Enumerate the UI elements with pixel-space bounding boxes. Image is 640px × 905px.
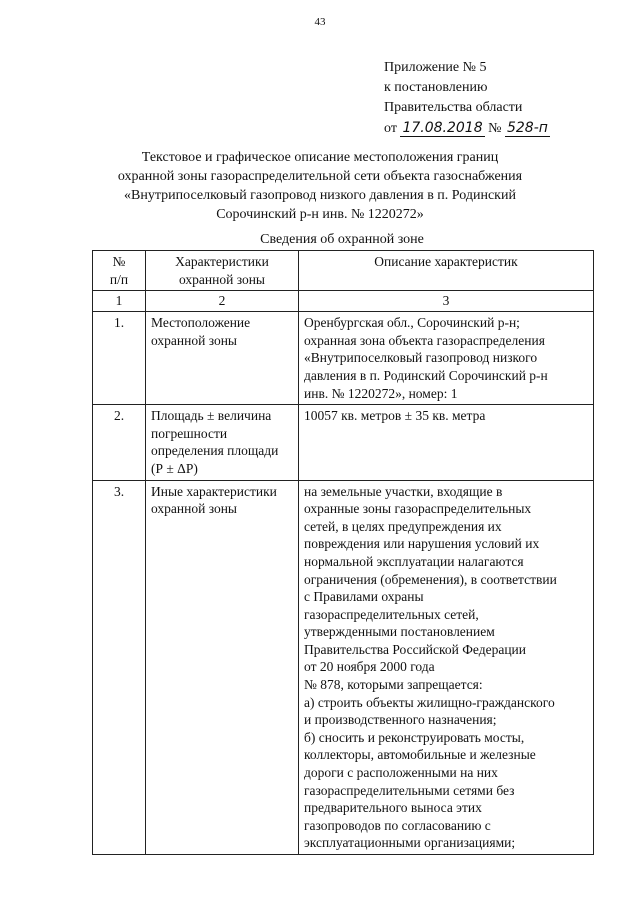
header-number-line-2: п/п	[109, 271, 129, 287]
zone-info-table	[92, 250, 594, 855]
text-line: дороги с расположенными на них	[304, 765, 498, 781]
text-line: коллекторы, автомобильные и железные	[304, 747, 536, 763]
text-line: охранная зона объекта газораспределения	[304, 332, 545, 348]
text-line: охранные зоны газораспределительных	[304, 501, 532, 517]
text-line: охранной зоны	[151, 501, 238, 517]
appendix-block	[384, 58, 550, 139]
text-line: инв. № 1220272», номер: 1	[304, 385, 458, 401]
text-line: утвержденными постановлением	[304, 624, 495, 640]
title-line-3: «Внутрипоселковый газопровод низкого давления в п. Родинский	[124, 188, 516, 203]
text-line: определения площади	[151, 443, 279, 459]
header-number	[93, 251, 146, 291]
column-index: 2	[146, 291, 299, 312]
text-line: 10057 кв. метров ± 35 кв. метра	[304, 408, 486, 424]
document-title	[100, 148, 540, 224]
appendix-line-1: Приложение № 5	[384, 60, 487, 75]
table-header-row	[93, 251, 594, 291]
text-line: и производственного назначения;	[304, 712, 497, 728]
appendix-line-3: Правительства области	[384, 100, 523, 115]
from-prefix: от	[384, 121, 397, 136]
handwritten-date: 17.08.2018	[402, 120, 483, 136]
title-line-1: Текстовое и графическое описание местоположения границ	[141, 150, 499, 165]
text-line: от 20 ноября 2000 года	[304, 659, 435, 675]
text-line: сетей, в целях предупреждения их	[304, 518, 502, 534]
header-characteristics	[146, 251, 299, 291]
text-line: на земельные участки, входящие в	[304, 483, 503, 499]
text-line: Оренбургская обл., Сорочинский р-н;	[304, 315, 520, 331]
row-number: 3.	[93, 480, 146, 854]
text-line: охранной зоны	[151, 332, 238, 348]
column-index: 3	[299, 291, 594, 312]
table-title: Сведения об охранной зоне	[260, 232, 424, 247]
row-number: 2.	[93, 405, 146, 480]
page-number: 43	[314, 16, 326, 28]
row-description	[299, 480, 594, 854]
text-line: а) строить объекты жилищно-гражданского	[304, 694, 555, 710]
text-line: Правительства Российской Федерации	[304, 641, 526, 657]
row-description	[299, 312, 594, 405]
text-line: повреждения или нарушения условий их	[304, 536, 540, 552]
title-line-2: охранной зоны газораспределительной сети объекта газоснабжения	[117, 169, 523, 184]
table-row	[93, 405, 594, 480]
text-line: с Правилами охраны	[304, 589, 424, 605]
header-number-line-1: №	[112, 254, 126, 269]
table-row	[93, 480, 594, 854]
number-prefix: №	[488, 121, 502, 136]
text-line: газораспределительными сетями без	[304, 782, 515, 798]
text-line: погрешности	[151, 425, 228, 441]
text-line: газораспределительных сетей,	[304, 606, 479, 622]
title-line-4: Сорочинский р-н инв. № 1220272»	[216, 207, 424, 222]
text-line: Иные характеристики	[151, 483, 277, 499]
column-index-row	[93, 291, 594, 312]
text-line: б) сносить и реконструировать мосты,	[304, 729, 525, 745]
row-characteristic	[146, 312, 299, 405]
text-line: Местоположение	[151, 315, 251, 331]
text-line: «Внутрипоселковый газопровод низкого	[304, 350, 538, 366]
header-description: Описание характеристик	[299, 251, 594, 291]
row-number: 1.	[93, 312, 146, 405]
text-line: нормальной эксплуатации налагаются	[304, 553, 524, 569]
row-description	[299, 405, 594, 480]
text-line: Площадь ± величина	[151, 408, 272, 424]
text-line: (Р ± ΔР)	[151, 460, 198, 476]
text-line: эксплуатационными организациями;	[304, 835, 516, 851]
text-line: газопроводов по согласованию с	[304, 817, 491, 833]
row-characteristic	[146, 405, 299, 480]
text-line: ограничения (обременения), в соответствии	[304, 571, 557, 587]
table-row	[93, 312, 594, 405]
text-line: № 878, которыми запрещается:	[304, 677, 483, 693]
appendix-line-2: к постановлению	[384, 80, 488, 95]
header-characteristics-line-1: Характеристики	[175, 254, 269, 269]
header-characteristics-line-2: охранной зоны	[178, 271, 265, 287]
appendix-date-line	[384, 118, 550, 139]
text-line: давления в п. Родинский Сорочинский р-н	[304, 367, 548, 383]
text-line: предварительного выноса этих	[304, 800, 482, 816]
row-characteristic	[146, 480, 299, 854]
handwritten-number: 528-п	[506, 120, 548, 136]
column-index: 1	[93, 291, 146, 312]
